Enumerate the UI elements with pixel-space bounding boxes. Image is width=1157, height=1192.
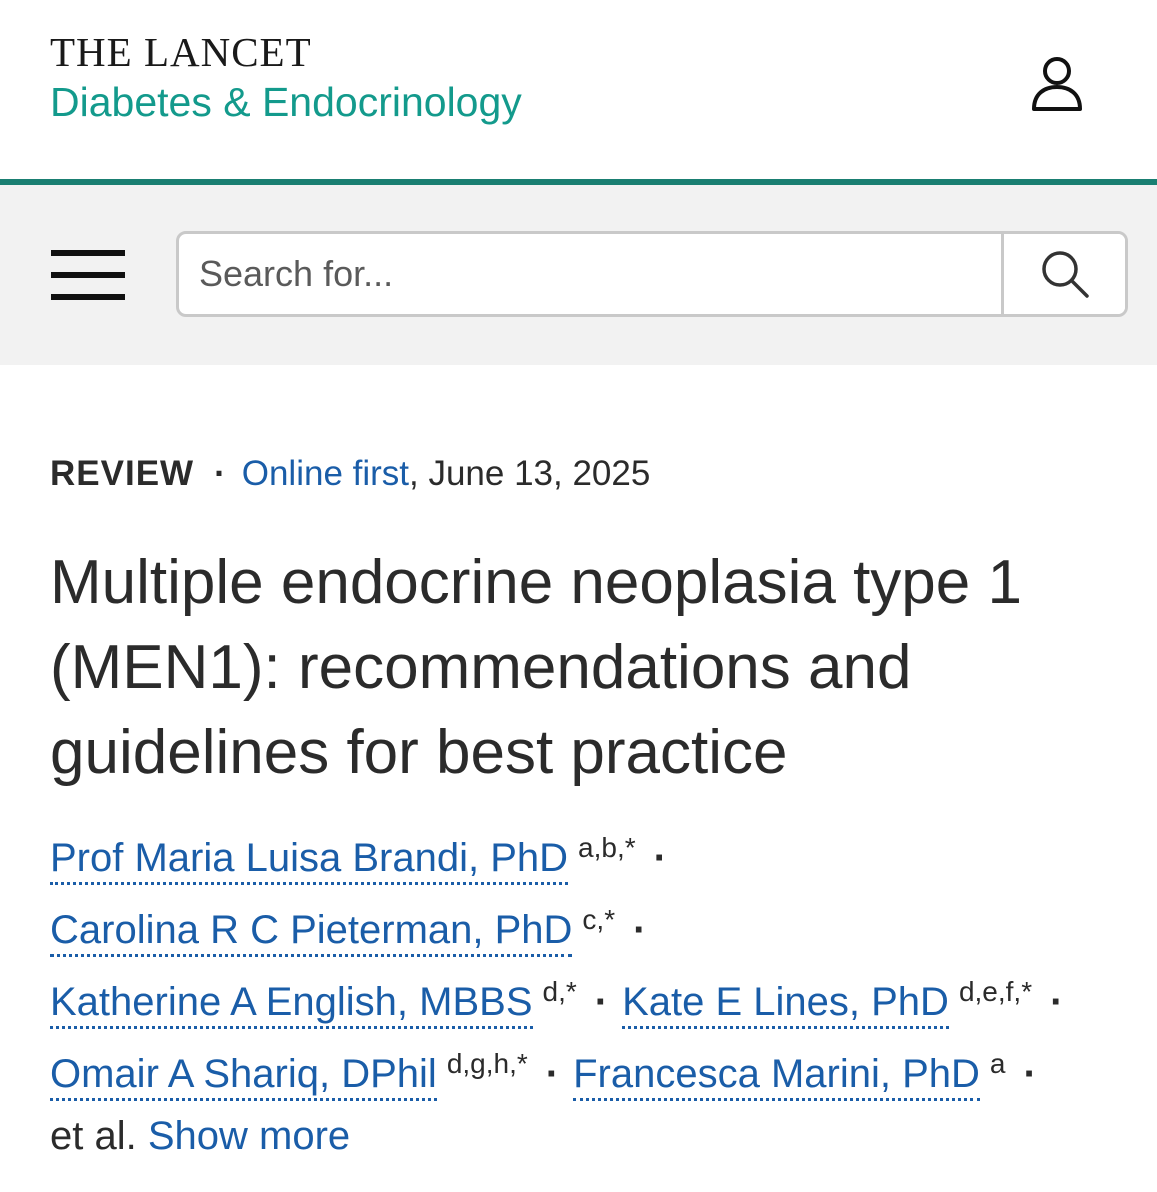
article-type: REVIEW [50, 454, 195, 493]
search-icon [1038, 247, 1092, 301]
author-separator: · [1023, 1052, 1037, 1096]
article-meta [50, 452, 650, 496]
author-link[interactable]: Prof Maria Luisa Brandi, PhD [50, 836, 568, 885]
author-row [50, 1100, 1140, 1172]
user-icon [1030, 54, 1084, 112]
author-separator: · [653, 836, 667, 880]
journal-subtitle[interactable]: Diabetes & Endocrinology [50, 79, 522, 125]
author-row [50, 884, 1140, 956]
author-affiliations: d,e,f,* [958, 976, 1033, 1007]
author-list [50, 812, 1140, 1172]
article-title: Multiple endocrine neoplasia type 1 (MEN1): recommendations and guidelines for best practice [50, 548, 1022, 787]
hamburger-menu-icon [51, 248, 125, 302]
author-link[interactable]: Omair A Shariq, DPhil [50, 1052, 437, 1101]
author-affiliations: a,b,* [578, 832, 636, 863]
meta-separator: · [214, 454, 226, 493]
author-row [50, 956, 1140, 1028]
author-link[interactable]: Kate E Lines, PhD [622, 980, 949, 1029]
search-bar-region [0, 185, 1157, 365]
publication-date: , June 13, 2025 [409, 454, 651, 493]
author-link[interactable]: Carolina R C Pieterman, PhD [50, 908, 572, 957]
search-input[interactable] [179, 234, 1001, 314]
author-affiliations: d,g,h,* [446, 1048, 528, 1079]
search-box [176, 231, 1128, 317]
journal-title[interactable]: THE LANCET [50, 29, 312, 75]
user-account-button[interactable] [1024, 50, 1090, 116]
author-link[interactable]: Katherine A English, MBBS [50, 980, 533, 1029]
author-separator: · [545, 1052, 560, 1096]
author-link[interactable]: Francesca Marini, PhD [573, 1052, 980, 1101]
menu-button[interactable] [50, 245, 126, 305]
search-button[interactable] [1001, 234, 1125, 314]
author-affiliations: c,* [582, 904, 616, 935]
author-row [50, 812, 1140, 884]
author-affiliations: d,* [542, 976, 577, 1007]
author-separator: · [594, 980, 609, 1024]
author-separator: · [1050, 980, 1064, 1024]
author-affiliations: a [989, 1048, 1006, 1079]
show-more-link[interactable]: Show more [147, 1114, 351, 1158]
author-row [50, 1028, 1140, 1100]
online-first-link[interactable]: Online first [241, 454, 410, 493]
site-header [0, 0, 1157, 180]
author-separator: · [633, 908, 647, 952]
et-al-text: et al. [50, 1114, 137, 1158]
